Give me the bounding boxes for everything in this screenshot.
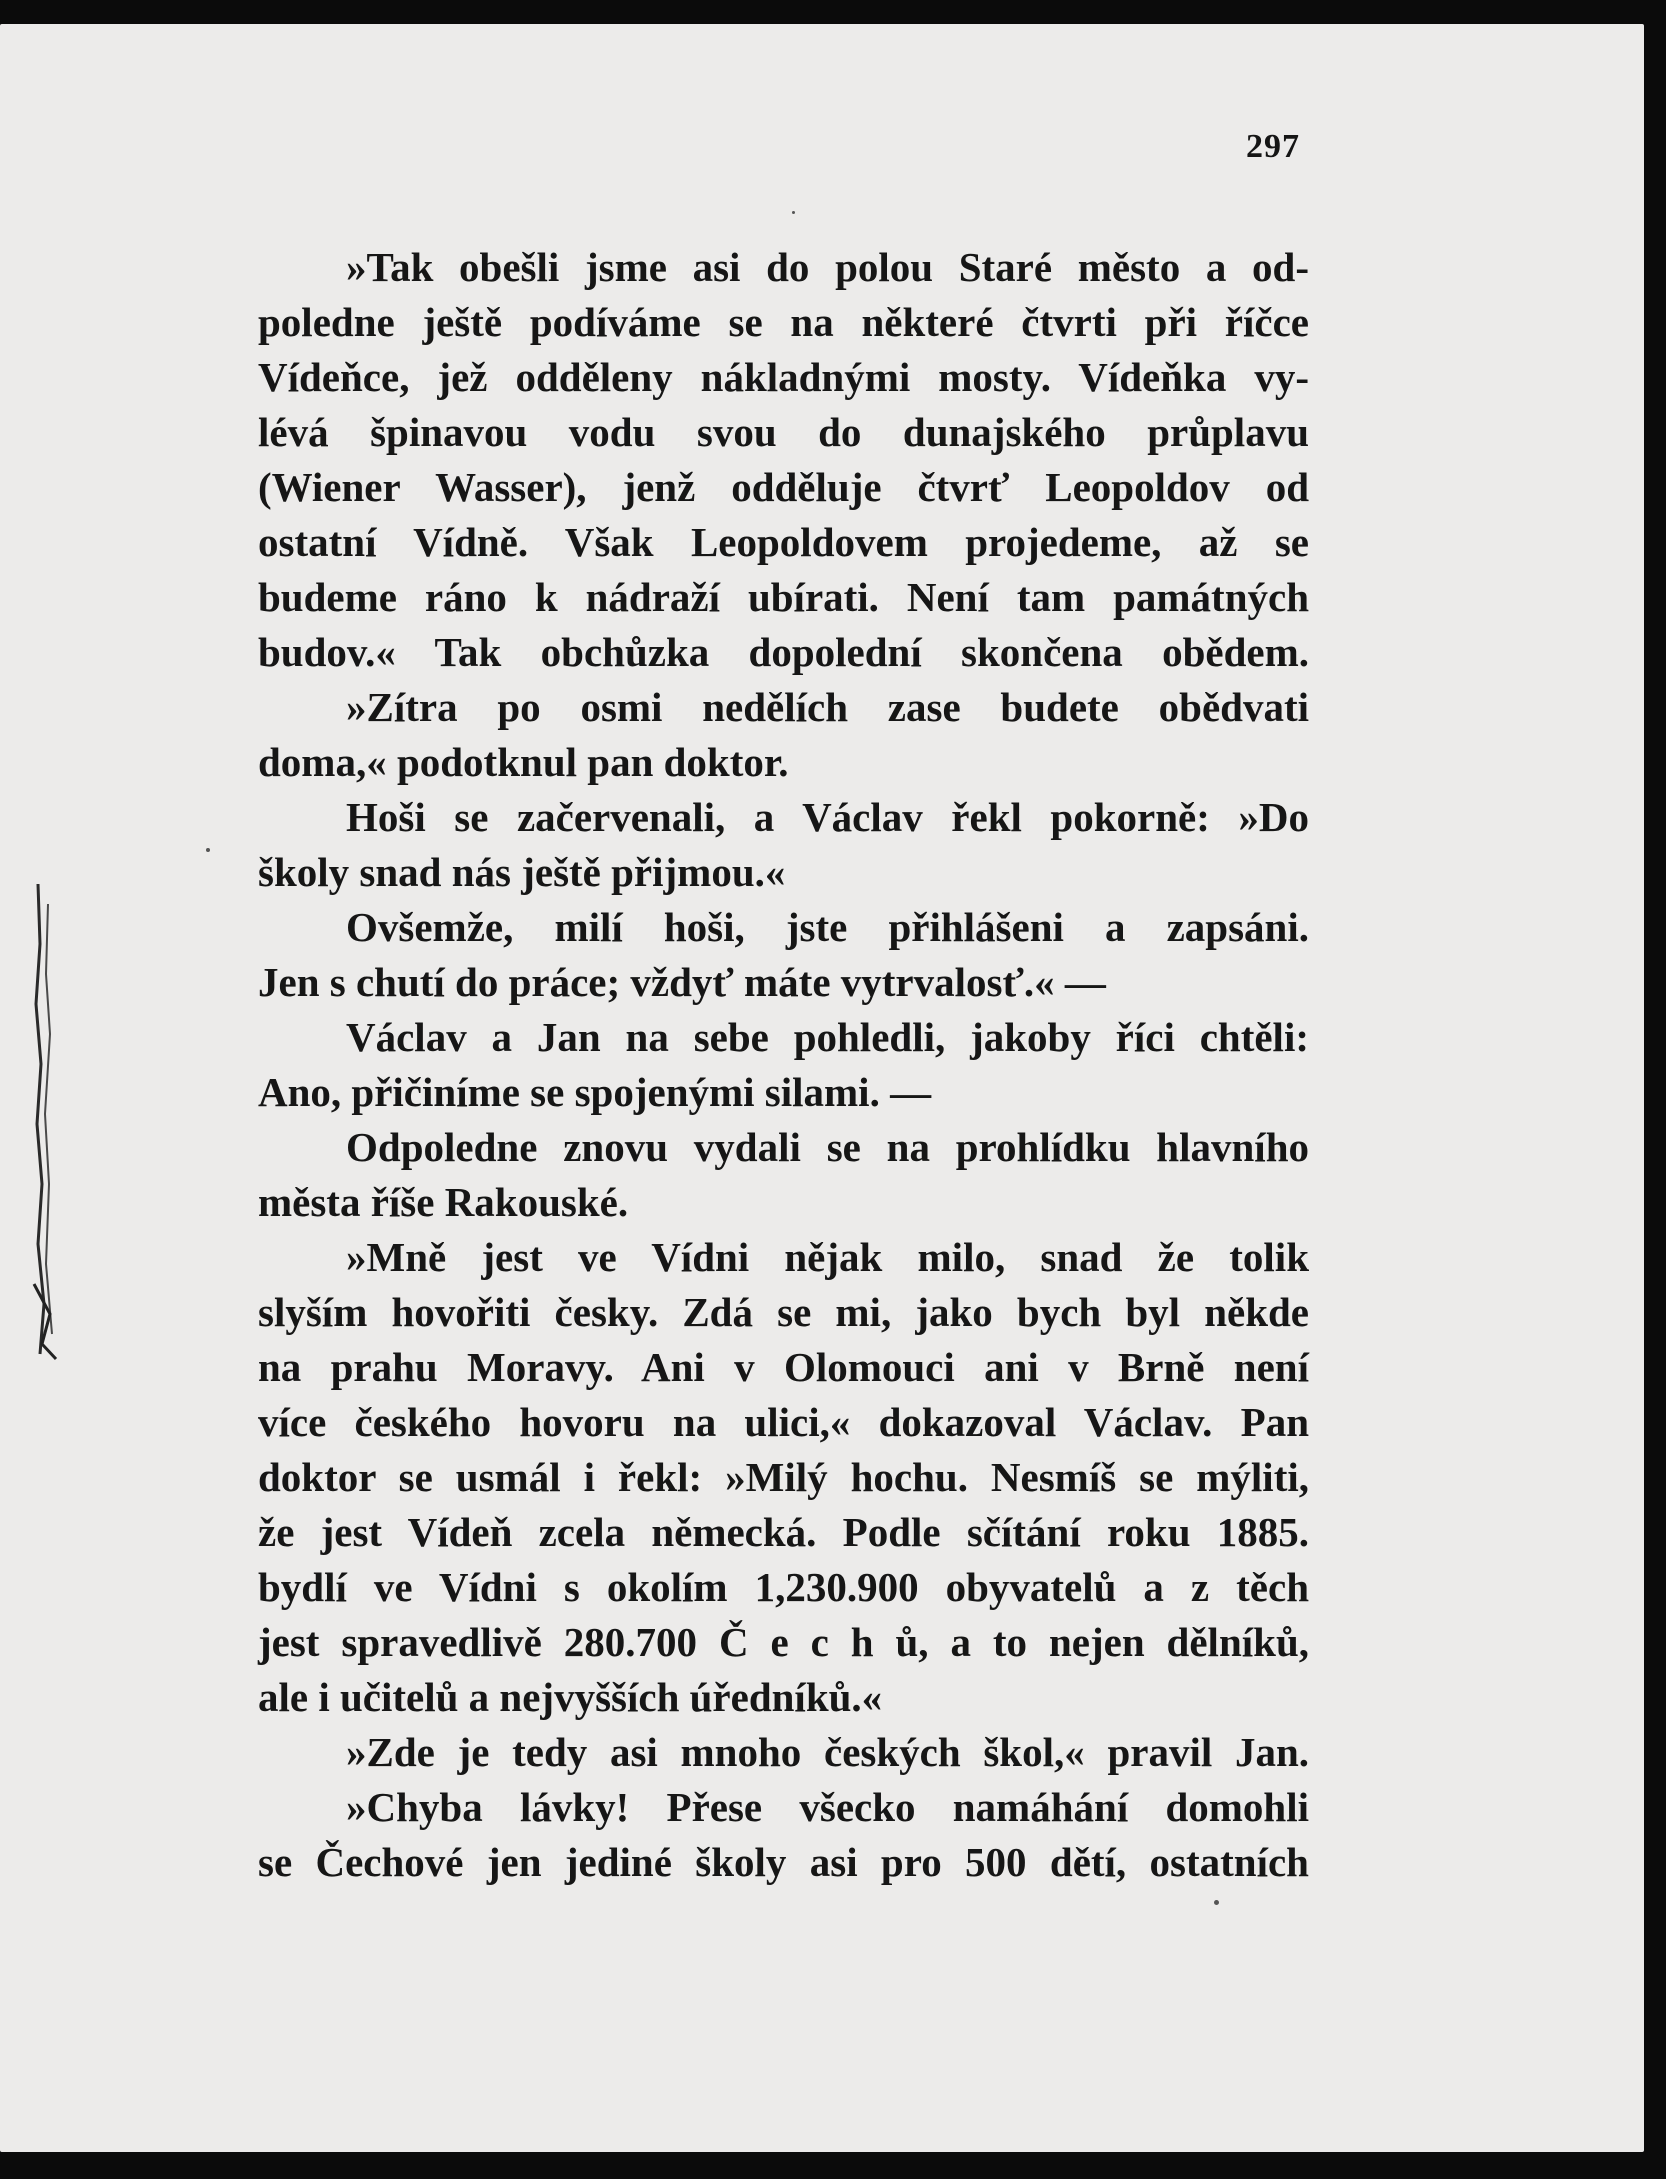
text-line: Jen s chutí do práce; vždyť máte vytrvalosť.« — xyxy=(258,959,1106,1005)
binding-residue-mark xyxy=(30,884,66,1364)
text-line: Václav a Jan na sebe pohledli, jakoby říci chtěli: xyxy=(346,1014,1309,1060)
text-line: ale i učitelů a nejvyšších úředníků.« xyxy=(258,1674,883,1720)
text-line: bydlí ve Vídni s okolím 1,230.900 obyvatelů a z těch xyxy=(258,1564,1309,1610)
text-line: města říše Rakouské. xyxy=(258,1179,629,1225)
body-text xyxy=(258,240,1309,1890)
page-number: 297 xyxy=(1246,128,1300,165)
text-line: slyším hovořiti česky. Zdá se mi, jako bych byl někde xyxy=(258,1289,1309,1335)
text-line: Odpoledne znovu vydali se na prohlídku hlavního xyxy=(346,1124,1309,1170)
text-line: že jest Vídeň zcela německá. Podle sčítání roku 1885. xyxy=(258,1509,1309,1555)
text-line: školy snad nás ještě přijmou.« xyxy=(258,849,786,895)
dust-speck xyxy=(1214,1900,1219,1905)
text-line: budeme ráno k nádraží ubírati. Není tam památných xyxy=(258,574,1309,620)
dust-speck xyxy=(792,211,795,214)
text-line: jest spravedlivě 280.700 Č e c h ů, a to nejen dělníků, xyxy=(258,1619,1309,1665)
dust-speck xyxy=(206,848,210,852)
text-line: se Čechové jen jediné školy asi pro 500 dětí, ostatních xyxy=(258,1839,1309,1885)
book-page xyxy=(0,24,1644,2152)
text-line: lévá špinavou vodu svou do dunajského průplavu xyxy=(258,409,1309,455)
text-line: ostatní Vídně. Však Leopoldovem projedeme, až se xyxy=(258,519,1309,565)
text-line: »Tak obešli jsme asi do polou Staré město a od- xyxy=(346,244,1309,290)
text-line: na prahu Moravy. Ani v Olomouci ani v Brně není xyxy=(258,1344,1309,1390)
text-line: budov.« Tak obchůzka dopolední skončena obědem. xyxy=(258,629,1309,675)
text-line: Hoši se začervenali, a Václav řekl pokorně: »Do xyxy=(346,794,1309,840)
text-line: poledne ještě podíváme se na některé čtvrti při říčce xyxy=(258,299,1309,345)
text-line: (Wiener Wasser), jenž odděluje čtvrť Leopoldov od xyxy=(258,464,1309,510)
text-line: Ano, přičiníme se spojenými silami. — xyxy=(258,1069,932,1115)
text-line: »Chyba lávky! Přese všecko namáhání domohli xyxy=(346,1784,1309,1830)
text-line: »Zítra po osmi nedělích zase budete obědvati xyxy=(346,684,1309,730)
text-line: více českého hovoru na ulici,« dokazoval Václav. Pan xyxy=(258,1399,1309,1445)
text-line: doktor se usmál i řekl: »Milý hochu. Nesmíš se mýliti, xyxy=(258,1454,1309,1500)
text-line: »Mně jest ve Vídni nějak milo, snad že tolik xyxy=(346,1234,1309,1280)
text-line: doma,« podotknul pan doktor. xyxy=(258,739,789,785)
text-line: Ovšemže, milí hoši, jste přihlášeni a zapsáni. xyxy=(346,904,1309,950)
text-line: »Zde je tedy asi mnoho českých škol,« pravil Jan. xyxy=(346,1729,1309,1775)
text-line: Vídeňce, jež odděleny nákladnými mosty. Vídeňka vy- xyxy=(258,354,1309,400)
